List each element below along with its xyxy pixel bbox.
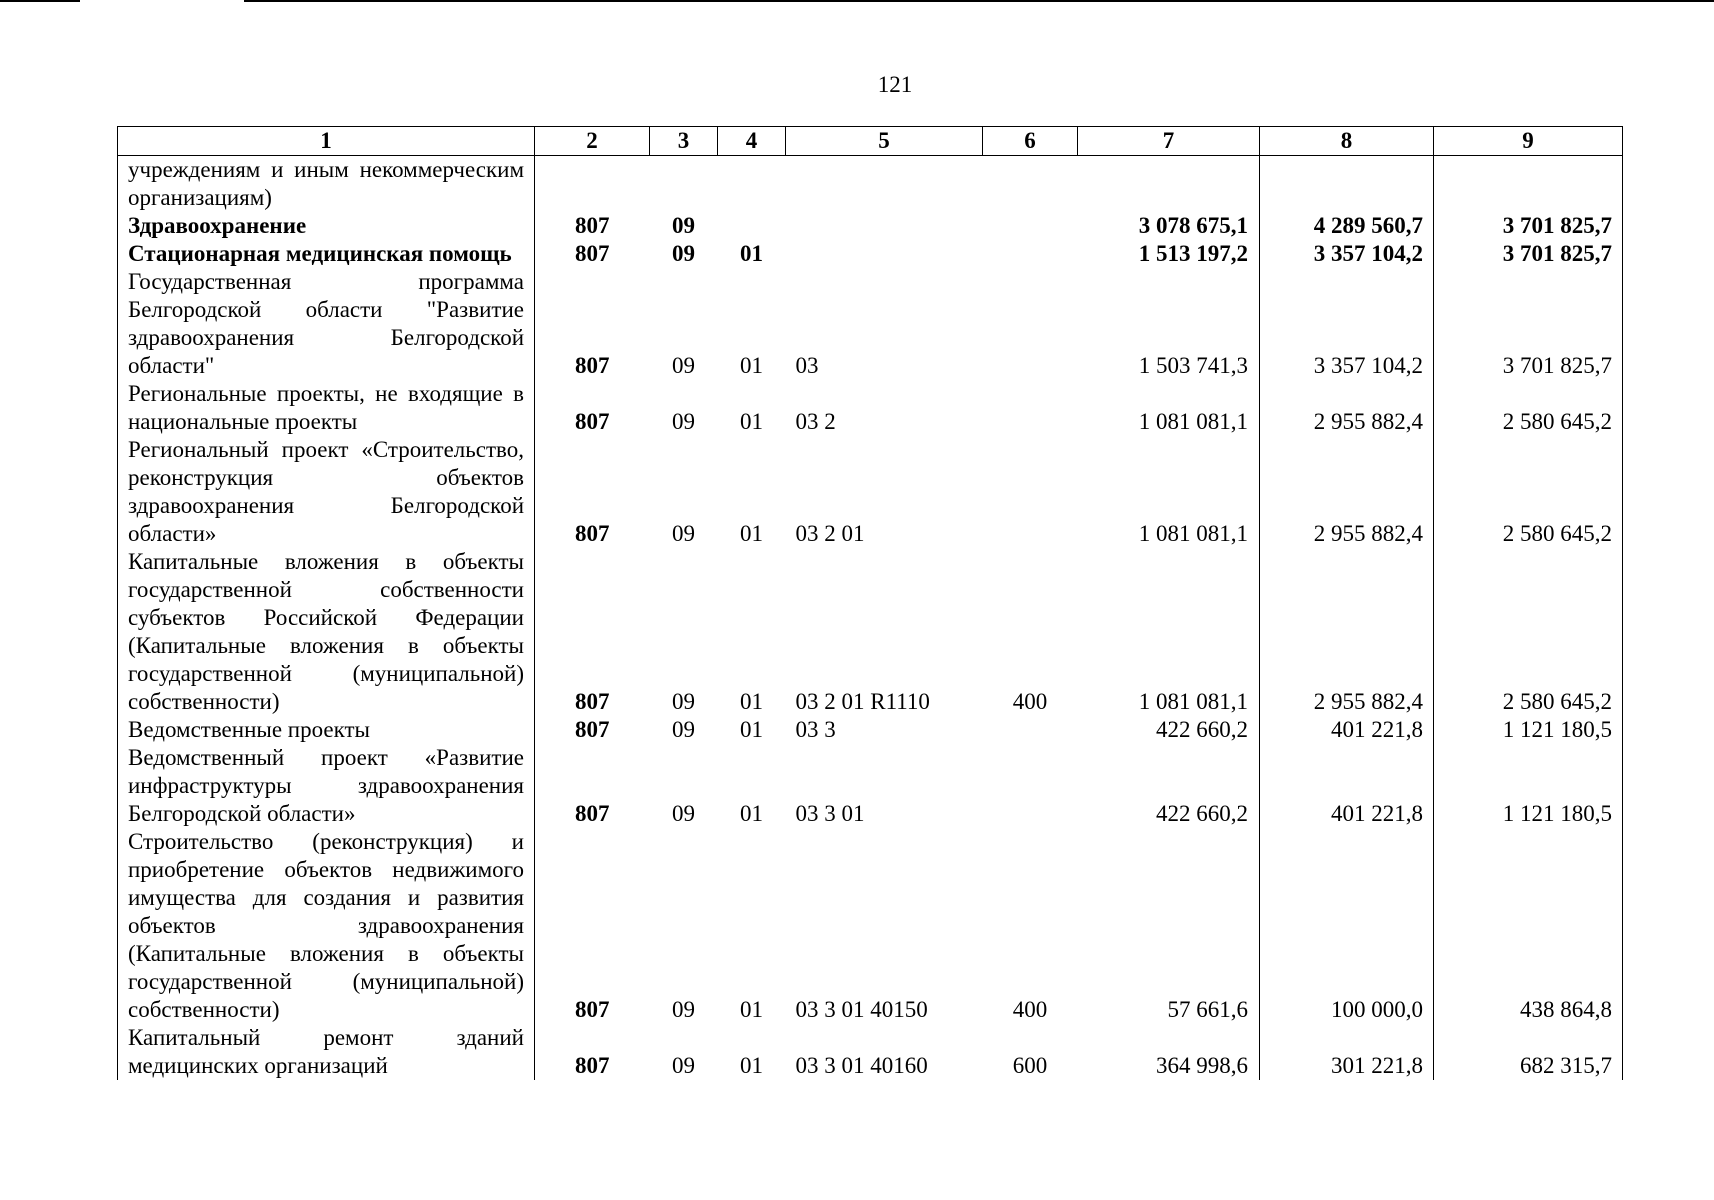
row-code-target: 03 xyxy=(795,353,819,378)
scan-edge-right xyxy=(244,0,1714,2)
row-amount-col7: 364 998,6 xyxy=(1078,1024,1260,1080)
row-code-section: 09 xyxy=(672,717,695,742)
row-amount-col9: 682 315,7 xyxy=(1434,1024,1623,1080)
row-code-expense-type xyxy=(983,744,1078,828)
row-amount-col8 xyxy=(1260,156,1434,213)
row-amount-col7 xyxy=(1078,156,1260,213)
row-amount-col9 xyxy=(1434,156,1623,213)
row-amount-col8: 3 357 104,2 xyxy=(1260,240,1434,268)
row-code-expense-type: 400 xyxy=(1012,689,1048,714)
row-code-expense-type xyxy=(983,380,1078,436)
row-code-expense-type xyxy=(983,268,1078,380)
page-number: 121 xyxy=(877,72,913,97)
row-label: Региональный проект «Строительство, реконструкция объектов здравоохранения Белгородской области» xyxy=(118,436,535,548)
row-code-admin: 807 xyxy=(575,241,610,266)
table-row xyxy=(118,380,1623,436)
row-amount-col8: 301 221,8 xyxy=(1260,1024,1434,1080)
row-amount-col8: 100 000,0 xyxy=(1260,828,1434,1024)
row-code-subsection: 01 xyxy=(740,997,763,1022)
row-code-admin: 807 xyxy=(575,521,610,546)
row-code-expense-type: 600 xyxy=(1012,1053,1048,1078)
row-code-subsection: 01 xyxy=(740,521,763,546)
row-code-subsection: 01 xyxy=(740,353,763,378)
header-col-3: 3 xyxy=(650,127,718,156)
row-amount-col9: 3 701 825,7 xyxy=(1434,240,1623,268)
row-code-section: 09 xyxy=(672,689,695,714)
row-label: Строительство (реконструкция) и приобретение объектов недвижимого имущества для создания и развития объектов здравоохранения (Капитальные вложения в объекты государственной (муниципальной) собственности) xyxy=(118,828,535,1024)
row-code-section xyxy=(650,156,718,213)
row-amount-col7: 422 660,2 xyxy=(1078,744,1260,828)
row-label: учреждениям и иным некоммерческим организациям) xyxy=(118,156,535,213)
row-code-target xyxy=(786,156,983,213)
row-code-admin: 807 xyxy=(575,689,610,714)
row-label: Ведомственный проект «Развитие инфраструктуры здравоохранения Белгородской области» xyxy=(118,744,535,828)
row-label: Стационарная медицинская помощь xyxy=(118,240,535,268)
table-row xyxy=(118,156,1623,213)
table-row xyxy=(118,828,1623,1024)
row-amount-col8: 3 357 104,2 xyxy=(1260,268,1434,380)
row-amount-col7: 1 503 741,3 xyxy=(1078,268,1260,380)
row-code-subsection: 01 xyxy=(740,241,763,266)
header-col-6: 6 xyxy=(983,127,1078,156)
row-amount-col8: 2 955 882,4 xyxy=(1260,436,1434,548)
row-amount-col8: 401 221,8 xyxy=(1260,716,1434,744)
row-code-target: 03 3 01 40160 xyxy=(795,1053,928,1078)
header-col-5: 5 xyxy=(786,127,983,156)
row-code-target xyxy=(786,240,983,268)
row-amount-col7: 3 078 675,1 xyxy=(1078,212,1260,240)
table-row xyxy=(118,744,1623,828)
row-code-admin xyxy=(535,156,650,213)
row-code-target: 03 2 xyxy=(795,409,836,434)
header-col-2: 2 xyxy=(535,127,650,156)
row-amount-col8: 2 955 882,4 xyxy=(1260,548,1434,716)
row-label: Здравоохранение xyxy=(118,212,535,240)
row-amount-col7: 1 081 081,1 xyxy=(1078,380,1260,436)
row-amount-col9: 3 701 825,7 xyxy=(1434,268,1623,380)
row-amount-col7: 1 513 197,2 xyxy=(1078,240,1260,268)
row-amount-col7: 1 081 081,1 xyxy=(1078,436,1260,548)
row-label: Государственная программа Белгородской области "Развитие здравоохранения Белгородской области" xyxy=(118,268,535,380)
row-code-expense-type xyxy=(983,212,1078,240)
row-amount-col9: 3 701 825,7 xyxy=(1434,212,1623,240)
row-code-target: 03 3 xyxy=(795,717,836,742)
row-amount-col7: 1 081 081,1 xyxy=(1078,548,1260,716)
row-amount-col9: 1 121 180,5 xyxy=(1434,744,1623,828)
table-row xyxy=(118,716,1623,744)
row-code-admin: 807 xyxy=(575,1053,610,1078)
table-row xyxy=(118,1024,1623,1080)
row-label: Капитальный ремонт зданий медицинских организаций xyxy=(118,1024,535,1080)
header-col-9: 9 xyxy=(1434,127,1623,156)
budget-table xyxy=(117,126,1623,1080)
row-code-section: 09 xyxy=(672,409,695,434)
header-col-1: 1 xyxy=(118,127,535,156)
row-label: Капитальные вложения в объекты государственной собственности субъектов Российской Федерации (Капитальные вложения в объекты государственной (муниципальной) собственности) xyxy=(118,548,535,716)
row-code-admin: 807 xyxy=(575,801,610,826)
row-code-subsection: 01 xyxy=(740,1053,763,1078)
row-code-section: 09 xyxy=(672,353,695,378)
row-amount-col9: 438 864,8 xyxy=(1434,828,1623,1024)
row-code-section: 09 xyxy=(672,801,695,826)
row-code-expense-type xyxy=(983,716,1078,744)
row-code-admin: 807 xyxy=(575,997,610,1022)
row-label: Ведомственные проекты xyxy=(118,716,535,744)
row-amount-col8: 401 221,8 xyxy=(1260,744,1434,828)
row-label: Региональные проекты, не входящие в национальные проекты xyxy=(118,380,535,436)
header-col-8: 8 xyxy=(1260,127,1434,156)
header-col-7: 7 xyxy=(1078,127,1260,156)
row-code-subsection: 01 xyxy=(740,801,763,826)
row-code-section: 09 xyxy=(672,241,695,266)
scan-edge-left xyxy=(0,0,80,2)
row-code-target: 03 2 01 R1110 xyxy=(795,689,930,714)
row-code-target: 03 2 01 xyxy=(795,521,865,546)
row-code-target xyxy=(786,212,983,240)
row-code-admin: 807 xyxy=(575,213,610,238)
row-amount-col9: 2 580 645,2 xyxy=(1434,548,1623,716)
row-amount-col8: 4 289 560,7 xyxy=(1260,212,1434,240)
row-code-admin: 807 xyxy=(575,409,610,434)
row-code-subsection: 01 xyxy=(740,409,763,434)
table-row xyxy=(118,436,1623,548)
row-amount-col9: 2 580 645,2 xyxy=(1434,436,1623,548)
budget-body xyxy=(118,156,1623,1081)
row-code-section: 09 xyxy=(672,1053,695,1078)
row-code-target: 03 3 01 xyxy=(795,801,865,826)
row-code-expense-type xyxy=(983,436,1078,548)
row-code-subsection xyxy=(718,156,786,213)
row-amount-col9: 2 580 645,2 xyxy=(1434,380,1623,436)
row-amount-col7: 57 661,6 xyxy=(1078,828,1260,1024)
row-code-target: 03 3 01 40150 xyxy=(795,997,928,1022)
table-row xyxy=(118,548,1623,716)
table-row xyxy=(118,240,1623,268)
row-code-section: 09 xyxy=(672,521,695,546)
row-code-admin: 807 xyxy=(575,353,610,378)
row-amount-col7: 422 660,2 xyxy=(1078,716,1260,744)
row-amount-col9: 1 121 180,5 xyxy=(1434,716,1623,744)
row-code-admin: 807 xyxy=(575,717,610,742)
header-row xyxy=(118,127,1623,156)
row-code-section: 09 xyxy=(672,997,695,1022)
row-code-expense-type xyxy=(983,156,1078,213)
row-code-expense-type: 400 xyxy=(1012,997,1048,1022)
header-col-4: 4 xyxy=(718,127,786,156)
row-code-expense-type xyxy=(983,240,1078,268)
row-code-section: 09 xyxy=(672,213,695,238)
row-code-subsection xyxy=(718,212,786,240)
row-code-subsection: 01 xyxy=(740,717,763,742)
table-row xyxy=(118,268,1623,380)
table-row xyxy=(118,212,1623,240)
row-code-subsection: 01 xyxy=(740,689,763,714)
row-amount-col8: 2 955 882,4 xyxy=(1260,380,1434,436)
